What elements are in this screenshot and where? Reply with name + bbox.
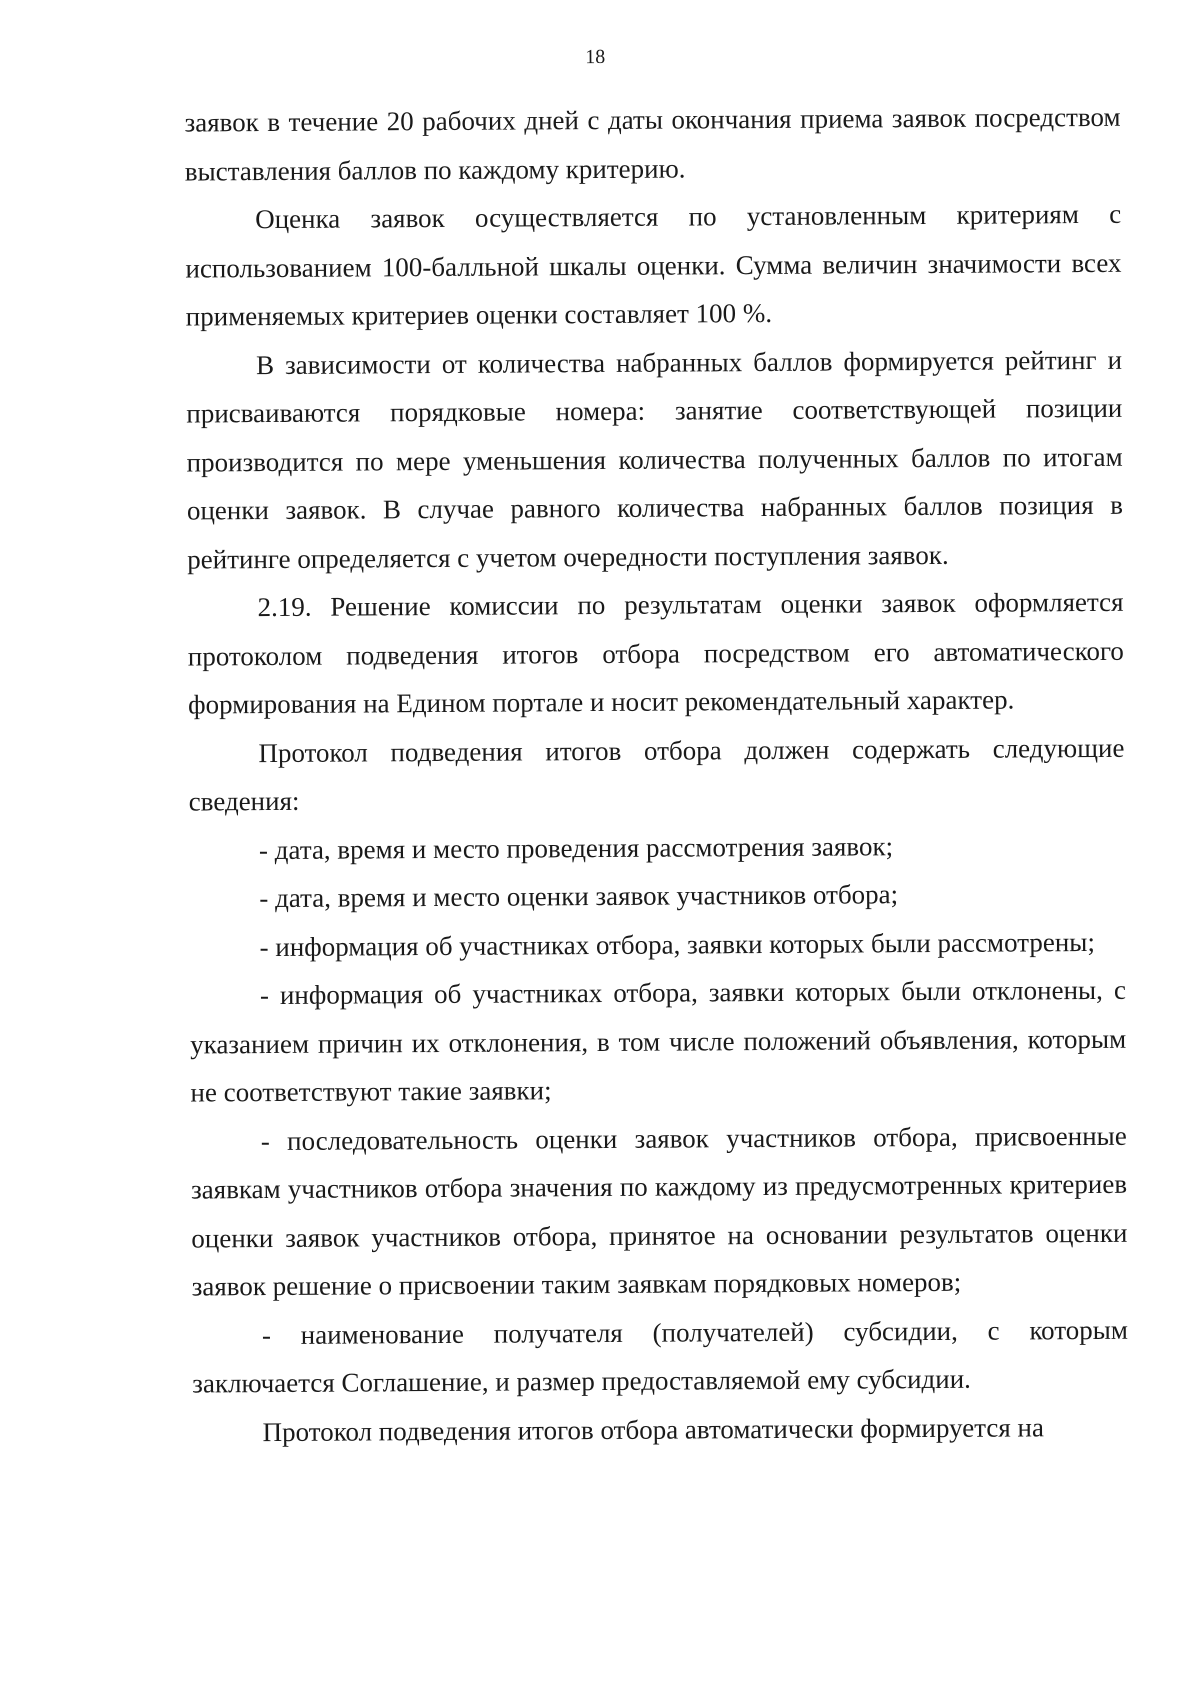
list-item: - информация об участниках отбора, заявки которых были рассмотрены; [259,926,1095,962]
body-text [184,93,1128,1457]
list-item: - последовательность оценки заявок участников отбора, присвоенные заявкам участников отбора значения по каждому из предусмотренных критериев оценки заявок участников отбора, принятое на основании результатов оценки заявок решение о присвоении таким заявкам порядковых номеров; [190,1120,1128,1302]
list-item: - информация об участниках отбора, заявки которых были отклонены, с указанием причин их отклонения, в том числе положений объявления, которым не соответствуют такие заявки; [190,974,1127,1108]
paragraph-section-2-19: 2.19. Решение комиссии по результатам оценки заявок оформляется протоколом подведения итогов отбора посредством его автоматического формирования на Едином портале и носит рекомендательный характер. [187,586,1124,720]
list-item: - дата, время и место проведения рассмотрения заявок; [258,830,894,865]
page-number: 18 [585,45,606,69]
list-item: - наименование получателя (получателей) субсидии, с которым заключается Соглашение, и размер предоставляемой ему субсидии. [192,1314,1129,1399]
paragraph: Протокол подведения итогов отбора автоматически формируется на [262,1411,1045,1447]
list-item: - дата, время и место оценки заявок участников отбора; [259,879,899,914]
paragraph: Протокол подведения итогов отбора должен содержать следующие сведения: [188,732,1125,817]
paragraph: В зависимости от количества набранных баллов формируется рейтинг и присваиваются порядковые номера: занятие соответствующей позиции производится по мере уменьшения количества полученных баллов по итогам оценки заявок. В случае равного количества набранных баллов позиция в рейтинге определяется с учетом очередности поступления заявок. [186,344,1123,575]
paragraph: заявок в течение 20 рабочих дней с даты окончания приема заявок посредством выставления баллов по каждому критерию. [184,101,1121,187]
paragraph: Оценка заявок осуществляется по установленным критериям с использованием 100-балльной шкалы оценки. Сумма величин значимости всех применяемых критериев оценки составляет 100 %. [185,198,1122,332]
